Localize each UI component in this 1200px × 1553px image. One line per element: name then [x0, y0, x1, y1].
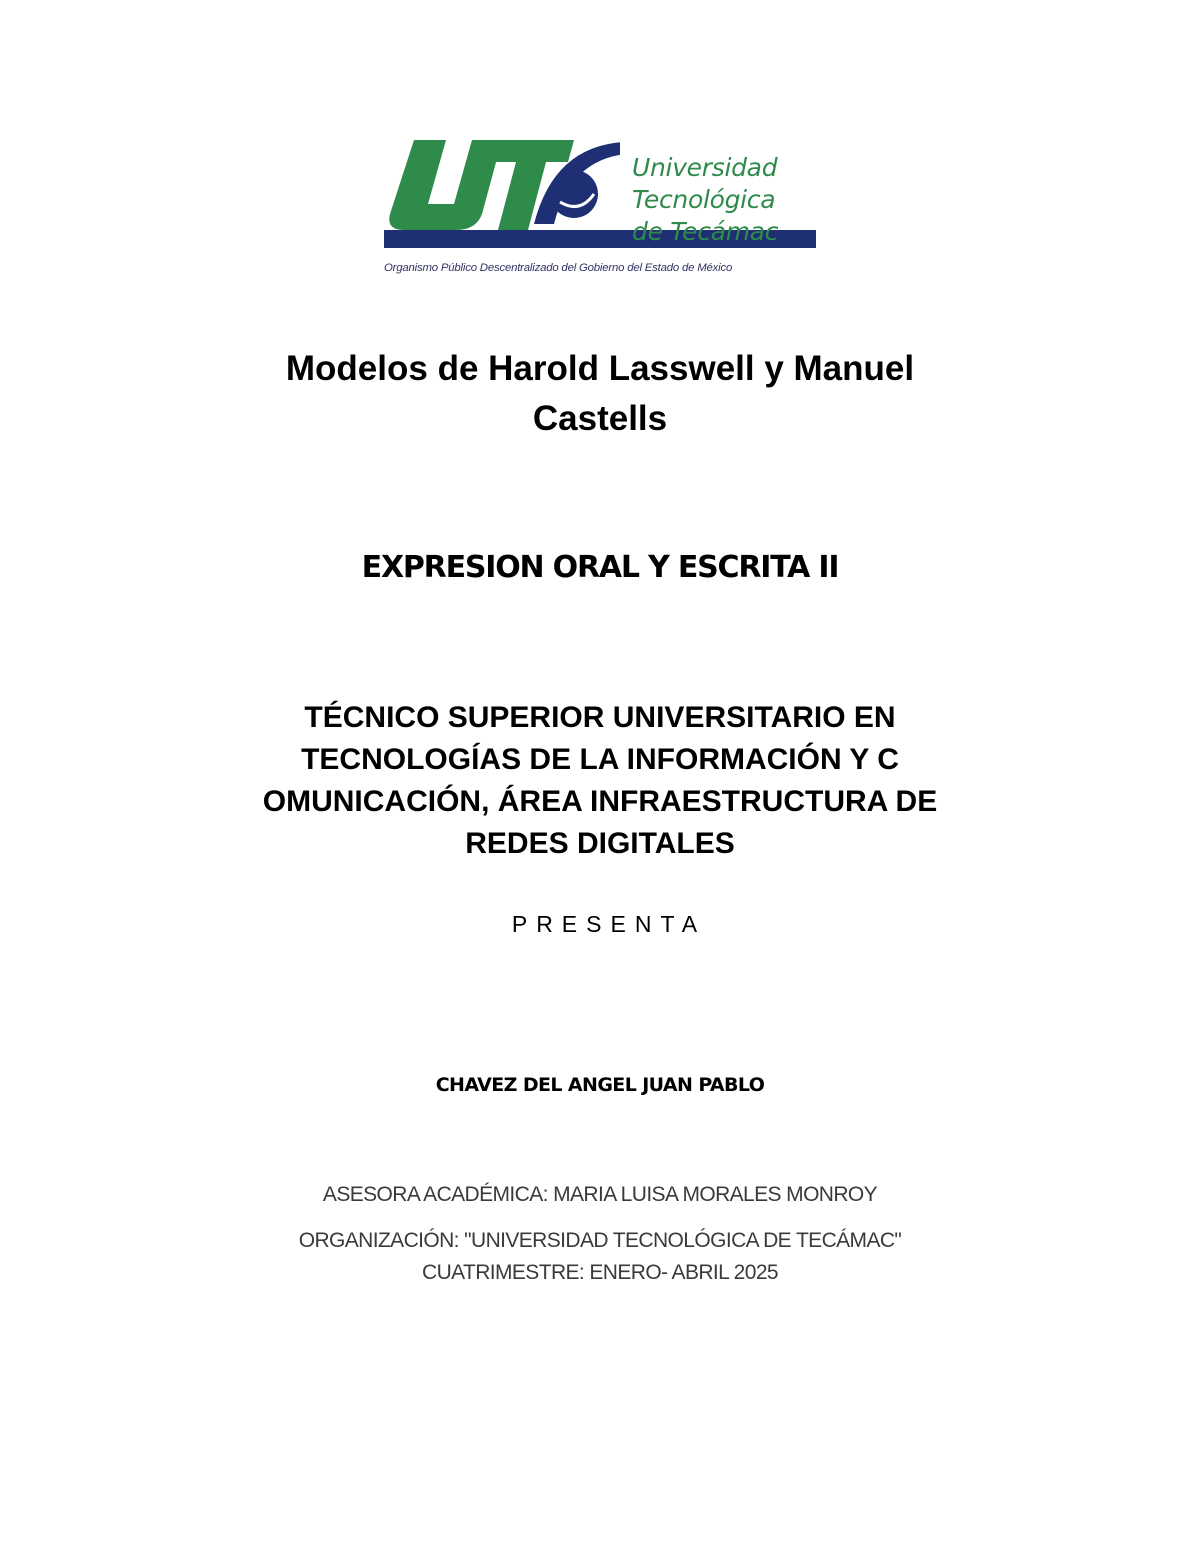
student-name: CHAVEZ DEL ANGEL JUAN PABLO [435, 1074, 765, 1096]
career-line-2: TECNOLOGÍAS DE LA INFORMACIÓN Y C [301, 743, 899, 776]
term-period: CUATRIMESTRE: ENERO- ABRIL 2025 [422, 1261, 778, 1284]
career-line-4: REDES DIGITALES [465, 827, 735, 860]
logo-name-line-2: Tecnológica [632, 185, 776, 214]
logo-university-name [632, 152, 778, 248]
presenta-label: PRESENTA [511, 911, 707, 937]
organization: ORGANIZACIÓN: "UNIVERSIDAD TECNOLÓGICA DE TECÁMAC" [298, 1229, 902, 1252]
academic-advisor: ASESORA ACADÉMICA: MARIA LUISA MORALES MONROY [322, 1183, 878, 1206]
logo-circle [550, 170, 598, 218]
university-logo [384, 136, 816, 280]
logo-name-line-3: de Tecámac [632, 217, 779, 246]
career-line-1: TÉCNICO SUPERIOR UNIVERSITARIO EN [304, 701, 896, 734]
logo-name-line-1: Universidad [632, 153, 778, 182]
title-line-1: Modelos de Harold Lasswell y Manuel [285, 349, 915, 388]
title-line-2: Castells [532, 399, 668, 438]
career-line-3: OMUNICACIÓN, ÁREA INFRAESTRUCTURA DE [262, 785, 938, 818]
document-title [100, 344, 1100, 444]
logo-letter-u [389, 140, 502, 230]
subject-name: EXPRESION ORAL Y ESCRITA II [361, 550, 839, 585]
logo-tagline: Organismo Público Descentralizado del Gobierno del Estado de México [384, 262, 733, 274]
career-name [100, 697, 1100, 865]
